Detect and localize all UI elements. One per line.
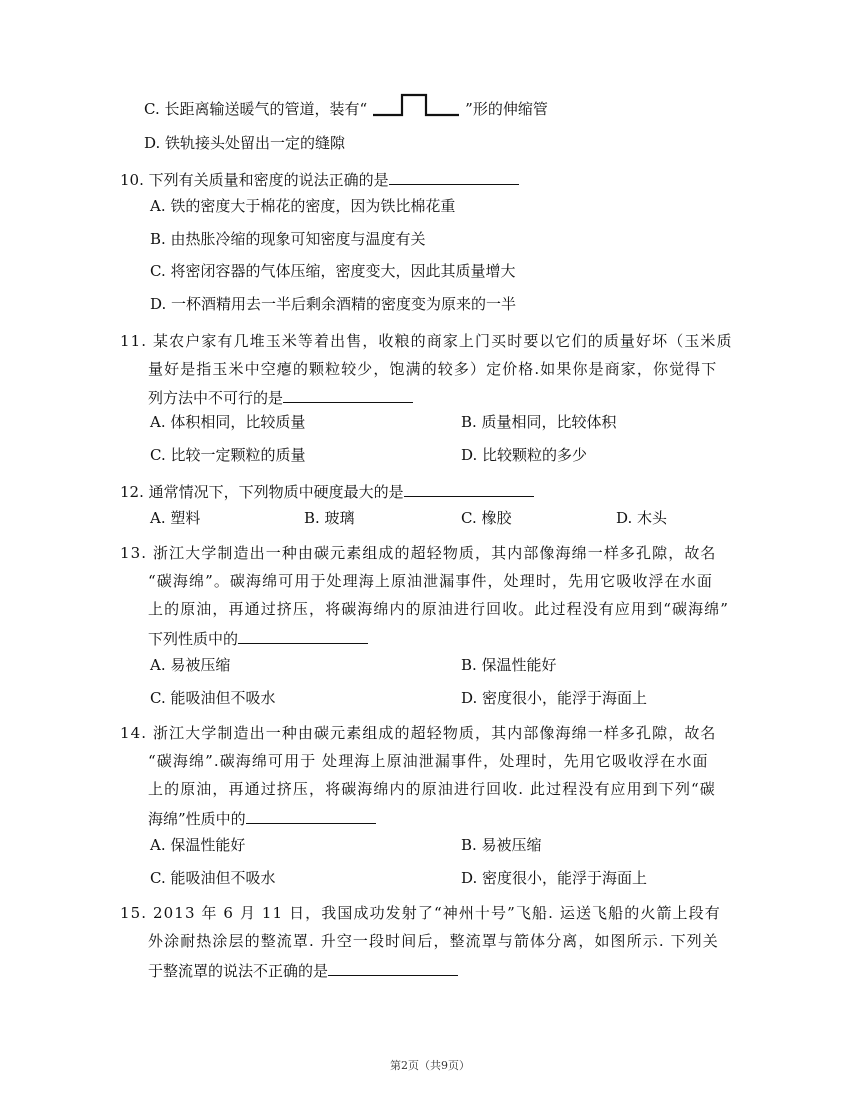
q10-stem-text: 10. 下列有关质量和密度的说法正确的是: [120, 171, 389, 189]
q10-option-a: A. 铁的密度大于棉花的密度，因为铁比棉花重: [150, 197, 456, 215]
q10-stem: [120, 168, 519, 190]
q11-stem-line-2: 量好是指玉米中空瘪的颗粒较少，饱满的较多）定价格.如果你是商家，你觉得下: [148, 360, 718, 378]
q13-option-a: A. 易被压缩: [150, 656, 231, 674]
q13-stem-line-3: 上的原油，再通过挤压，将碳海绵内的原油进行回收。此过程没有应用到“碳海绵”: [148, 600, 730, 618]
q12-option-a: A. 塑料: [150, 509, 201, 527]
q13-stem-line-4-text: 下列性质中的: [148, 630, 239, 648]
answer-blank: [283, 386, 413, 403]
q12-option-c: C. 橡胶: [461, 509, 512, 527]
q14-stem-line-4: [148, 807, 376, 829]
q13-option-b: B. 保温性能好: [461, 656, 557, 674]
q11-option-b: B. 质量相同，比较体积: [461, 413, 617, 431]
q15-stem-line-3: [148, 959, 458, 981]
q15-stem-line-3-text: 于整流罩的说法不正确的是: [148, 962, 329, 980]
q14-option-c: C. 能吸油但不吸水: [150, 869, 276, 887]
answer-blank: [328, 959, 458, 976]
q12-stem: [120, 480, 534, 502]
expansion-pipe-icon: [371, 92, 461, 118]
q14-stem-line-3: 上的原油，再通过挤压，将碳海绵内的原油进行回收. 此过程没有应用到下列“碳: [148, 780, 716, 798]
q9-option-c: [144, 92, 548, 119]
q9-option-c-suffix: ”形的伸缩管: [465, 100, 548, 118]
q13-stem-line-1: 13. 浙江大学制造出一种由碳元素组成的超轻物质，其内部像海绵一样多孔隙，故名: [120, 544, 717, 562]
q9-option-c-prefix: C. 长距离输送暖气的管道，装有“: [144, 100, 368, 118]
q11-stem-line-1: 11. 某农户家有几堆玉米等着出售，收粮的商家上门买时要以它们的质量好坏（玉米质: [120, 332, 733, 350]
q13-stem-line-4: [148, 627, 368, 649]
q10-option-c: C. 将密闭容器的气体压缩，密度变大，因此其质量增大: [150, 262, 516, 280]
q11-stem-line-3-text: 列方法中不可行的是: [148, 389, 284, 407]
q15-stem-line-1: 15. 2013 年 6 月 11 日，我国成功发射了“神州十号”飞船. 运送飞船的火箭上段有: [120, 904, 721, 922]
q12-option-d: D. 木头: [616, 509, 668, 527]
q11-stem-line-3: [148, 386, 413, 408]
q14-option-b: B. 易被压缩: [461, 836, 542, 854]
answer-blank: [404, 480, 534, 497]
q14-stem-line-1: 14. 浙江大学制造出一种由碳元素组成的超轻物质，其内部像海绵一样多孔隙，故名: [120, 724, 717, 742]
answer-blank: [246, 807, 376, 824]
q15-stem-line-2: 外涂耐热涂层的整流罩. 升空一段时间后，整流罩与箭体分离，如图所示. 下列关: [148, 932, 719, 950]
q9-option-d: D. 铁轨接头处留出一定的缝隙: [144, 134, 346, 152]
q14-option-d: D. 密度很小，能浮于海面上: [461, 869, 648, 887]
page-number: 第2页（共9页）: [390, 1059, 470, 1072]
q14-option-a: A. 保温性能好: [150, 836, 246, 854]
q14-stem-line-2: “碳海绵”.碳海绵可用于 处理海上原油泄漏事件，处理时，先用它吸收浮在水面: [148, 752, 709, 770]
q13-option-c: C. 能吸油但不吸水: [150, 689, 276, 707]
q14-stem-line-4-text: 海绵”性质中的: [148, 810, 246, 828]
answer-blank: [238, 627, 368, 644]
q12-stem-text: 12. 通常情况下，下列物质中硬度最大的是: [120, 483, 404, 501]
q13-stem-line-2: “碳海绵”。碳海绵可用于处理海上原油泄漏事件，处理时，先用它吸收浮在水面: [148, 572, 713, 590]
answer-blank: [389, 168, 519, 185]
q11-option-a: A. 体积相同，比较质量: [150, 413, 306, 431]
q10-option-b: B. 由热胀冷缩的现象可知密度与温度有关: [150, 230, 426, 248]
q12-option-b: B. 玻璃: [304, 509, 355, 527]
q10-option-d: D. 一杯酒精用去一半后剩余酒精的密度变为原来的一半: [150, 295, 517, 313]
q11-option-c: C. 比较一定颗粒的质量: [150, 446, 306, 464]
q11-option-d: D. 比较颗粒的多少: [461, 446, 588, 464]
q13-option-d: D. 密度很小，能浮于海面上: [461, 689, 648, 707]
